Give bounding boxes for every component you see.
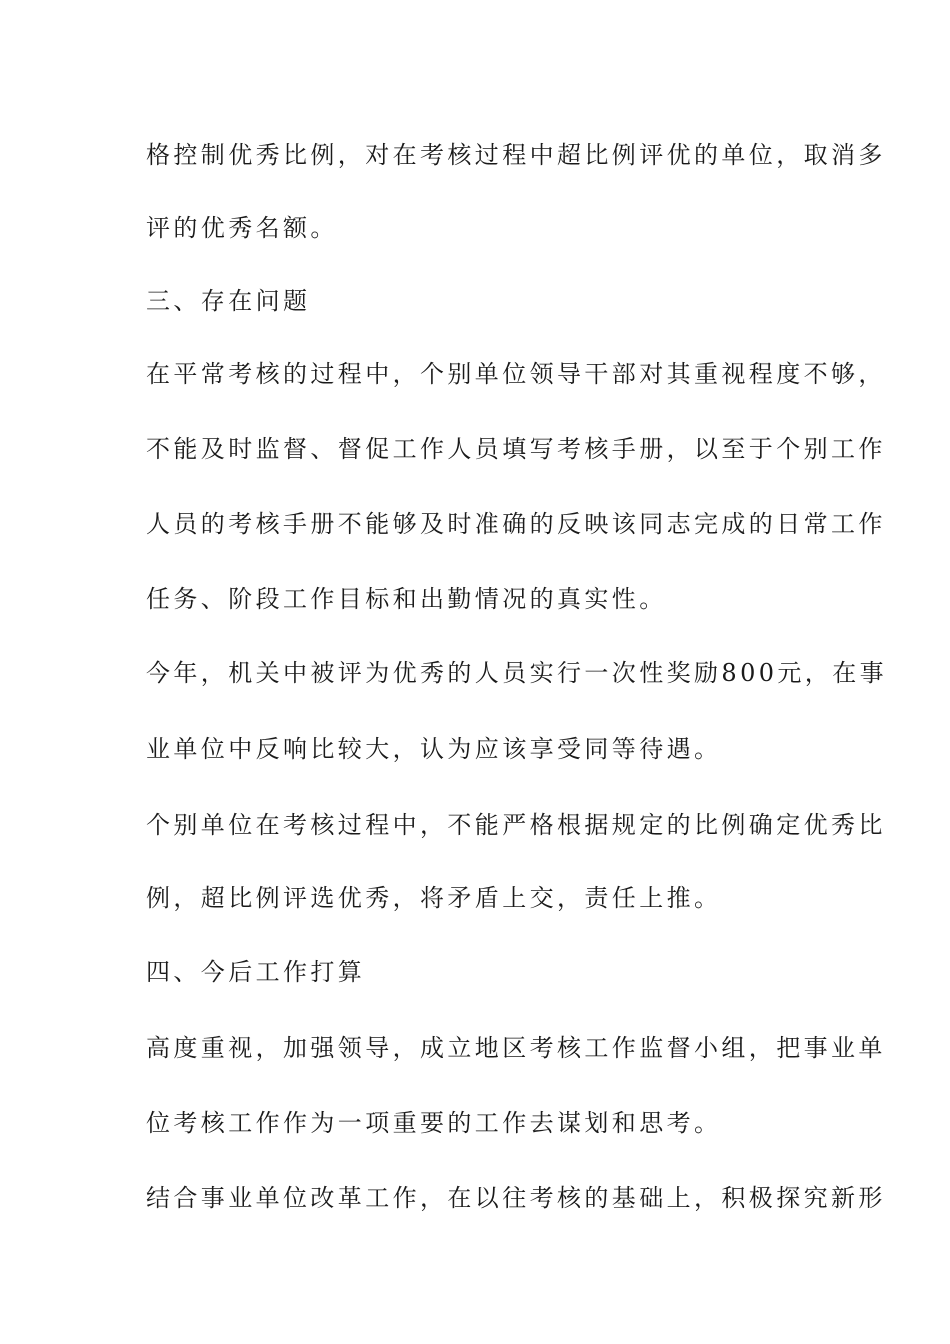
section-heading: 三、存在问题 [146,287,311,315]
paragraph-line: 格控制优秀比例，对在考核过程中超比例评优的单位，取消多 [146,141,886,169]
paragraph-line: 任务、阶段工作目标和出勤情况的真实性。 [146,585,667,613]
paragraph-line: 在平常考核的过程中，个别单位领导干部对其重视程度不够， [146,360,886,388]
paragraph-line: 业单位中反响比较大，认为应该享受同等待遇。 [146,735,722,763]
section-heading: 四、今后工作打算 [146,958,366,986]
paragraph-line: 例，超比例评选优秀，将矛盾上交，责任上推。 [146,884,722,912]
paragraph-line: 位考核工作作为一项重要的工作去谋划和思考。 [146,1109,722,1137]
paragraph-line: 不能及时监督、督促工作人员填写考核手册，以至于个别工作 [146,435,886,463]
paragraph-line: 高度重视，加强领导，成立地区考核工作监督小组，把事业单 [146,1034,886,1062]
paragraph-line: 今年，机关中被评为优秀的人员实行一次性奖励800元，在事 [146,659,888,687]
paragraph-line: 个别单位在考核过程中，不能严格根据规定的比例确定优秀比 [146,811,886,839]
paragraph-line: 结合事业单位改革工作，在以往考核的基础上，积极探究新形 [146,1184,886,1212]
paragraph-line: 人员的考核手册不能够及时准确的反映该同志完成的日常工作 [146,510,886,538]
paragraph-line: 评的优秀名额。 [146,214,338,242]
